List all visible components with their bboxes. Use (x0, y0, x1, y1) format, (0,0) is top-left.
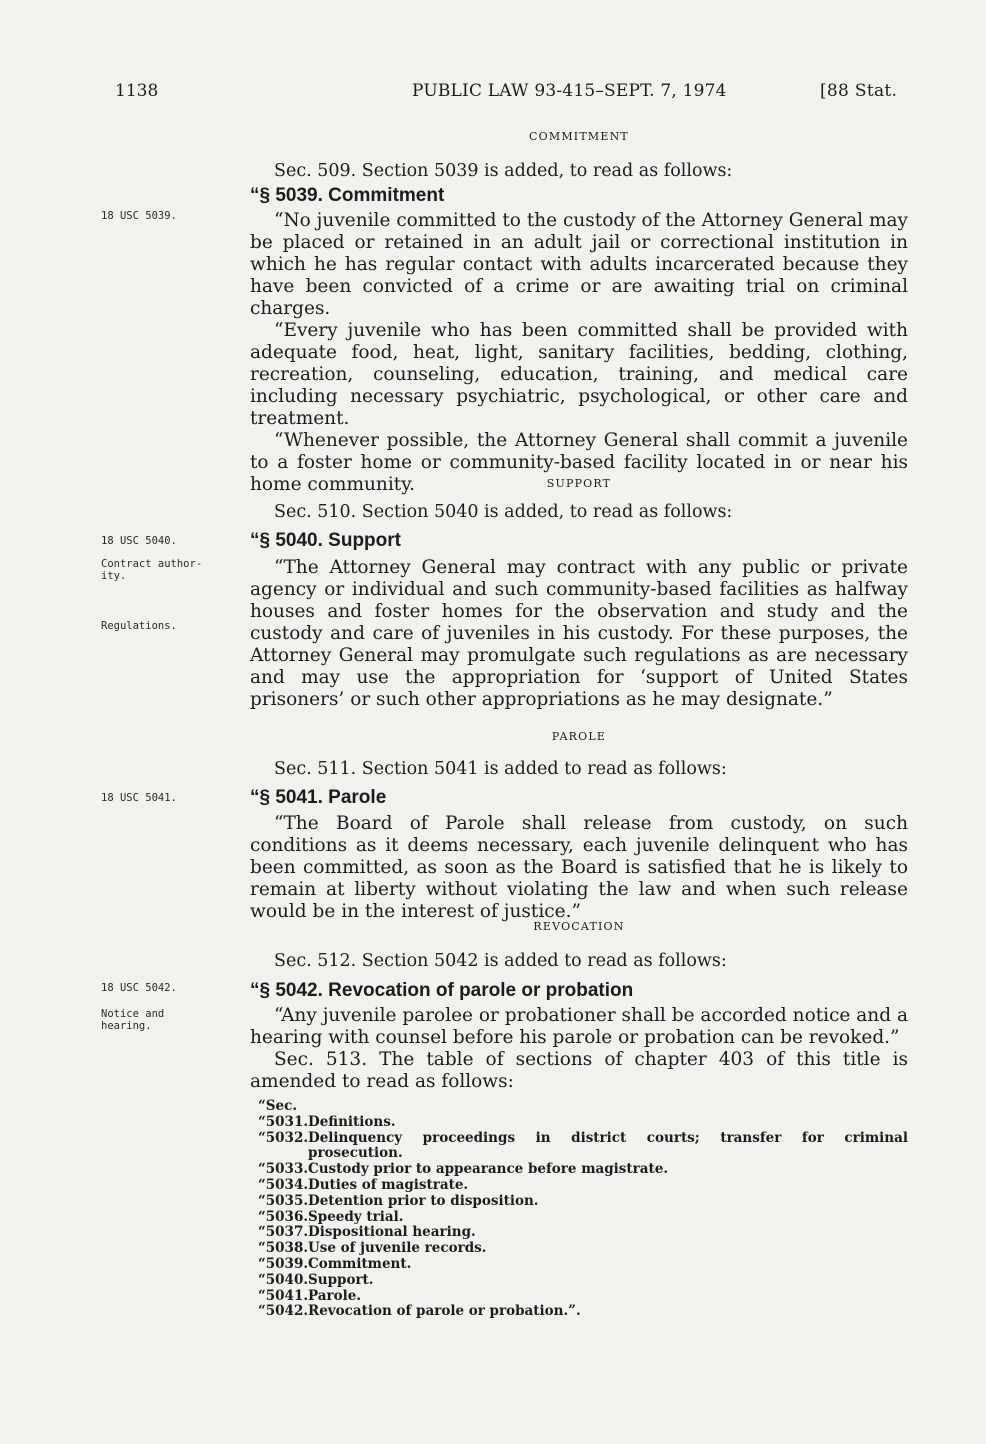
section-5040-paragraph-1: “The Attorney General may contract with any public or private agency or individual and such community-based facilities as halfway houses and foster homes for the observation and study and the custody and care of juveniles in his custody. For these purposes, the Attorney General may promulgate such regulations as are necessary and may use the appropriation for ‘support of United States prisoners’ or such other appropriations as he may designate.” (250, 557, 908, 710)
toc-item-title: Custody prior to appearance before magistrate. (308, 1161, 669, 1178)
toc-item-title: Parole. (308, 1287, 362, 1304)
caption-support: SUPPORT (546, 477, 612, 490)
list-item (258, 1225, 908, 1241)
section-509-intro: Sec. 509. Section 5039 is added, to read as follows: (274, 161, 733, 181)
section-511-intro: Sec. 511. Section 5041 is added to read as follows: (274, 759, 727, 779)
caption-parole: PAROLE (551, 730, 607, 743)
margin-note-regulations: Regulations. (101, 620, 177, 632)
section-5042-body (250, 1005, 908, 1049)
toc-item-title: Support. (308, 1271, 374, 1288)
list-item (258, 1178, 908, 1194)
statute-reference: [88 Stat. (820, 81, 898, 101)
toc-item-number: “5036. (258, 1208, 309, 1225)
toc-item-number: “5038. (258, 1240, 309, 1257)
table-of-sections (258, 1099, 908, 1320)
section-5042-paragraph-1: “Any juvenile parolee or probationer shall be accorded notice and a hearing with counsel before his parole or probation can be revoked.” (250, 1005, 908, 1048)
list-item (258, 1194, 908, 1210)
margin-note-5042: 18 USC 5042. (101, 982, 177, 994)
toc-item-title: Dispositional hearing. (308, 1224, 476, 1241)
toc-item-number: “5042. (258, 1303, 309, 1320)
toc-item-number: “5037. (258, 1224, 309, 1241)
section-5040-body (250, 557, 908, 711)
section-510-intro: Sec. 510. Section 5040 is added, to read as follows: (274, 502, 733, 522)
list-item (258, 1273, 908, 1289)
margin-note-notice-hearing: Notice and (101, 1008, 165, 1020)
section-5040-heading: “§ 5040. Support (250, 530, 401, 551)
toc-item-number: “5035. (258, 1192, 309, 1209)
section-5041-body (250, 813, 908, 923)
toc-item-number: “5034. (258, 1176, 309, 1193)
margin-note-contract-authority: Contract author- (101, 558, 203, 570)
list-item (258, 1131, 908, 1147)
list-item (258, 1210, 908, 1226)
toc-item-title: Speedy trial. (308, 1208, 404, 1225)
list-item (258, 1304, 908, 1320)
toc-item-number: “5039. (258, 1255, 309, 1272)
margin-note-5040: 18 USC 5040. (101, 535, 177, 547)
section-5039-paragraph-2: “Every juvenile who has been committed shall be provided with adequate food, heat, light, sanitary facilities, bedding, clothing, recreation, counseling, education, training, and medical care including necessary psychiatric, psychological, or other care and treatment. (250, 320, 908, 429)
page-title: PUBLIC LAW 93-415–SEPT. 7, 1974 (412, 81, 727, 101)
margin-note-5039: 18 USC 5039. (101, 210, 177, 222)
toc-item-number: “5031. (258, 1113, 309, 1130)
toc-item-title: Revocation of parole or probation.”. (308, 1303, 581, 1320)
section-513-body (250, 1049, 908, 1093)
toc-item-title: Use of juvenile records. (308, 1240, 487, 1257)
toc-item-number: “5032. (258, 1129, 309, 1146)
toc-item-continuation: prosecution. (308, 1145, 403, 1162)
section-5041-paragraph-1: “The Board of Parole shall release from custody, on such conditions as it deems necessary, each juvenile delinquent who has been committed, as soon as the Board is satisfied that he is likely to remain at liberty without violating the law and when such release would be in the interest of justice.” (250, 813, 908, 922)
list-item (258, 1241, 908, 1257)
list-item (258, 1115, 908, 1131)
caption-commitment: COMMITMENT (529, 130, 629, 143)
list-item (258, 1162, 908, 1178)
list-item (258, 1257, 908, 1273)
caption-revocation: REVOCATION (533, 920, 625, 933)
section-5042-heading: “§ 5042. Revocation of parole or probation (250, 980, 634, 1001)
list-item (258, 1289, 908, 1305)
toc-item-title: Commitment. (308, 1255, 412, 1272)
page-number: 1138 (115, 81, 159, 101)
margin-note-notice-hearing-cont: hearing. (101, 1020, 152, 1032)
section-5039-paragraph-1: “No juvenile committed to the custody of the Attorney General may be placed or retained in an adult jail or correctional institution in which he has regular contact with adults incarcerated because they have been convicted of a crime or are awaiting trial on criminal charges. (250, 210, 908, 319)
toc-item-title: Duties of magistrate. (308, 1176, 469, 1193)
toc-item-title: Definitions. (308, 1113, 396, 1130)
margin-note-5041: 18 USC 5041. (101, 792, 177, 804)
section-5039-paragraph-3: “Whenever possible, the Attorney General shall commit a juvenile to a foster home or community-based facility located in or near his home community. (250, 430, 908, 495)
toc-sec-label: “Sec. (258, 1098, 298, 1114)
toc-item-title: Delinquency proceedings in district courts; transfer for criminal (308, 1129, 908, 1146)
toc-item-number: “5040. (258, 1271, 309, 1288)
section-513-paragraph: Sec. 513. The table of sections of chapter 403 of this title is amended to read as follows: (250, 1049, 908, 1092)
section-5039-body (250, 210, 908, 496)
margin-note-contract-authority-cont: ity. (101, 570, 127, 582)
section-512-intro: Sec. 512. Section 5042 is added to read as follows: (274, 951, 727, 971)
section-5039-heading: “§ 5039. Commitment (250, 185, 445, 206)
section-5041-heading: “§ 5041. Parole (250, 787, 387, 808)
toc-item-title: Detention prior to disposition. (308, 1192, 539, 1209)
toc-item-number: “5041. (258, 1287, 309, 1304)
toc-item-number: “5033. (258, 1161, 309, 1178)
